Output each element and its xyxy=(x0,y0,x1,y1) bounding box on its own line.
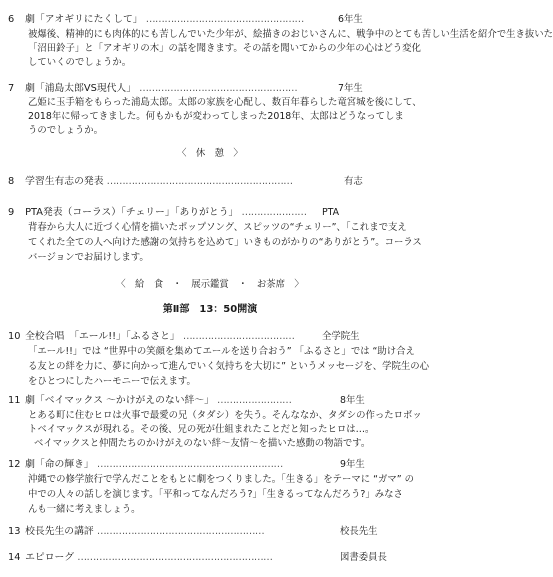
item-performer: 校長先生 xyxy=(340,526,378,537)
item-description-line: 背春から大人に近づく心情を描いたポップソング、スピッツの“チェリー”、「これまで支え xyxy=(28,222,407,233)
item-number: 12 xyxy=(8,459,21,470)
item-description-line: ベイマックスと仲間たちのかけがえのない絆～友情～を描いた感動の物語です。 xyxy=(34,438,371,449)
item-performer: 7年生 xyxy=(338,83,363,94)
item-description-line: 中での人々の話しを演じます。「平和ってなんだろう?」「生きるってなんだろう?」みなさ xyxy=(28,489,403,500)
item-number: 10 xyxy=(8,331,21,342)
program-item-8 xyxy=(8,176,293,187)
item-description-line: 被爆後、精神的にも肉体的にも苦しんでいた少年が、絵描きのおじいさんに、戦争中のとても苦しい生活を紹介で生き抜いた xyxy=(28,29,553,40)
item-title: 学習生有志の発表 xyxy=(25,176,104,187)
program-item-11 xyxy=(8,395,291,406)
item-description-line: てくれた全ての人へ向けた感謝の気持ちを込めて」いきものがかりの“ありがとう”。コーラス xyxy=(28,237,422,248)
item-title: 劇「アオギリにたくして」 xyxy=(25,14,143,25)
item-description-line: 乙姫に玉手箱をもらった浦島太郎。太郎の家族を心配し、数百年暮らした竜宮城を後にして、 xyxy=(28,97,422,108)
leader-dots: …………………………………………………… xyxy=(96,459,283,470)
leader-dots: ……………………………… xyxy=(182,331,295,342)
leader-dots: …………………………………………………… xyxy=(106,176,293,187)
item-performer: PTA xyxy=(322,207,340,218)
item-number: 6 xyxy=(8,14,15,25)
item-title: エピローグ xyxy=(25,552,75,563)
break-rest: 〈 休 憩 〉 xyxy=(177,148,243,159)
item-number: 13 xyxy=(8,526,21,537)
program-item-14 xyxy=(8,552,272,563)
leader-dots: ……………………………………………… xyxy=(96,526,265,537)
item-number: 7 xyxy=(8,83,15,94)
item-number: 8 xyxy=(8,176,15,187)
item-description-line: うのでしょうか。 xyxy=(28,125,104,136)
item-title: 劇「ベイマックス ～かけがえのない絆～」 xyxy=(25,395,214,406)
item-title: PTA発表（コーラス）「チェリー」「ありがとう」 xyxy=(25,207,239,218)
item-description-line: る友との絆を力に、夢に向かって進んでいく気持ちを大切に” というメッセージを、学院生の心 xyxy=(28,361,430,372)
item-description-line: んも一緒に考えましょう。 xyxy=(28,504,141,515)
item-performer: 9年生 xyxy=(340,459,365,470)
item-description-line: をひとつにしたハーモニーで伝えます。 xyxy=(28,376,196,387)
item-description-line: バージョンでお届けします。 xyxy=(28,252,149,263)
program-item-13 xyxy=(8,526,264,537)
item-number: 14 xyxy=(8,552,21,563)
item-description-line: とある町に住むヒロは火事で最愛の兄（タダシ）を失う。そんななか、タダシの作ったロボッ xyxy=(28,410,422,421)
program-item-6 xyxy=(8,14,304,25)
leader-dots: …………………………………………… xyxy=(145,14,304,25)
item-performer: 有志 xyxy=(344,176,363,187)
item-title: 劇「命の輝き」 xyxy=(25,459,94,470)
program-item-9 xyxy=(8,207,307,218)
part-two-heading: 第Ⅱ部 13：50開演 xyxy=(162,304,258,315)
leader-dots: …………………… xyxy=(217,395,292,406)
item-description-line: 「沼田鈴子」と「アオギリの木」の話を聞きます。その話を聞いてからの少年の心はどう変化 xyxy=(28,43,421,54)
item-performer: 8年生 xyxy=(340,395,365,406)
break-lunch: 〈 給 食 ・ 展示鑑賞 ・ お茶席 〉 xyxy=(116,279,304,290)
program-item-10 xyxy=(8,331,294,342)
leader-dots: ………………… xyxy=(241,207,307,218)
item-number: 9 xyxy=(8,207,15,218)
item-performer: 6年生 xyxy=(338,14,363,25)
item-description-line: トベイマックスが現れる。その後、兄の死が仕組まれたことだと知ったヒロは…。 xyxy=(28,424,375,435)
leader-dots: ……………………………………………………… xyxy=(77,552,273,563)
item-title: 全校合唱 「エール!!」「ふるさと」 xyxy=(25,331,180,342)
leader-dots: …………………………………………… xyxy=(139,83,298,94)
item-description-line: 沖縄での修学旅行で学んだことをもとに劇をつくりました。「生きる」をテーマに “ガマ” の xyxy=(28,474,414,485)
item-description-line: していくのでしょうか。 xyxy=(28,57,132,68)
item-title: 校長先生の講評 xyxy=(25,526,94,537)
item-number: 11 xyxy=(8,395,21,406)
item-performer: 図書委員長 xyxy=(340,552,387,563)
item-description-line: 「エール!!」では “世界中の笑顔を集めてエールを送り合おう” 「ふるさと」では “助け合え xyxy=(28,346,415,357)
item-title: 劇「浦島太郎VS現代人」 xyxy=(25,83,137,94)
item-description-line: 2018年に帰ってきました。何もかもが変わってしまった2018年、太郎はどうなってしま xyxy=(28,111,404,122)
program-item-12 xyxy=(8,459,283,470)
item-performer: 全学院生 xyxy=(322,331,360,342)
program-item-7 xyxy=(8,83,297,94)
